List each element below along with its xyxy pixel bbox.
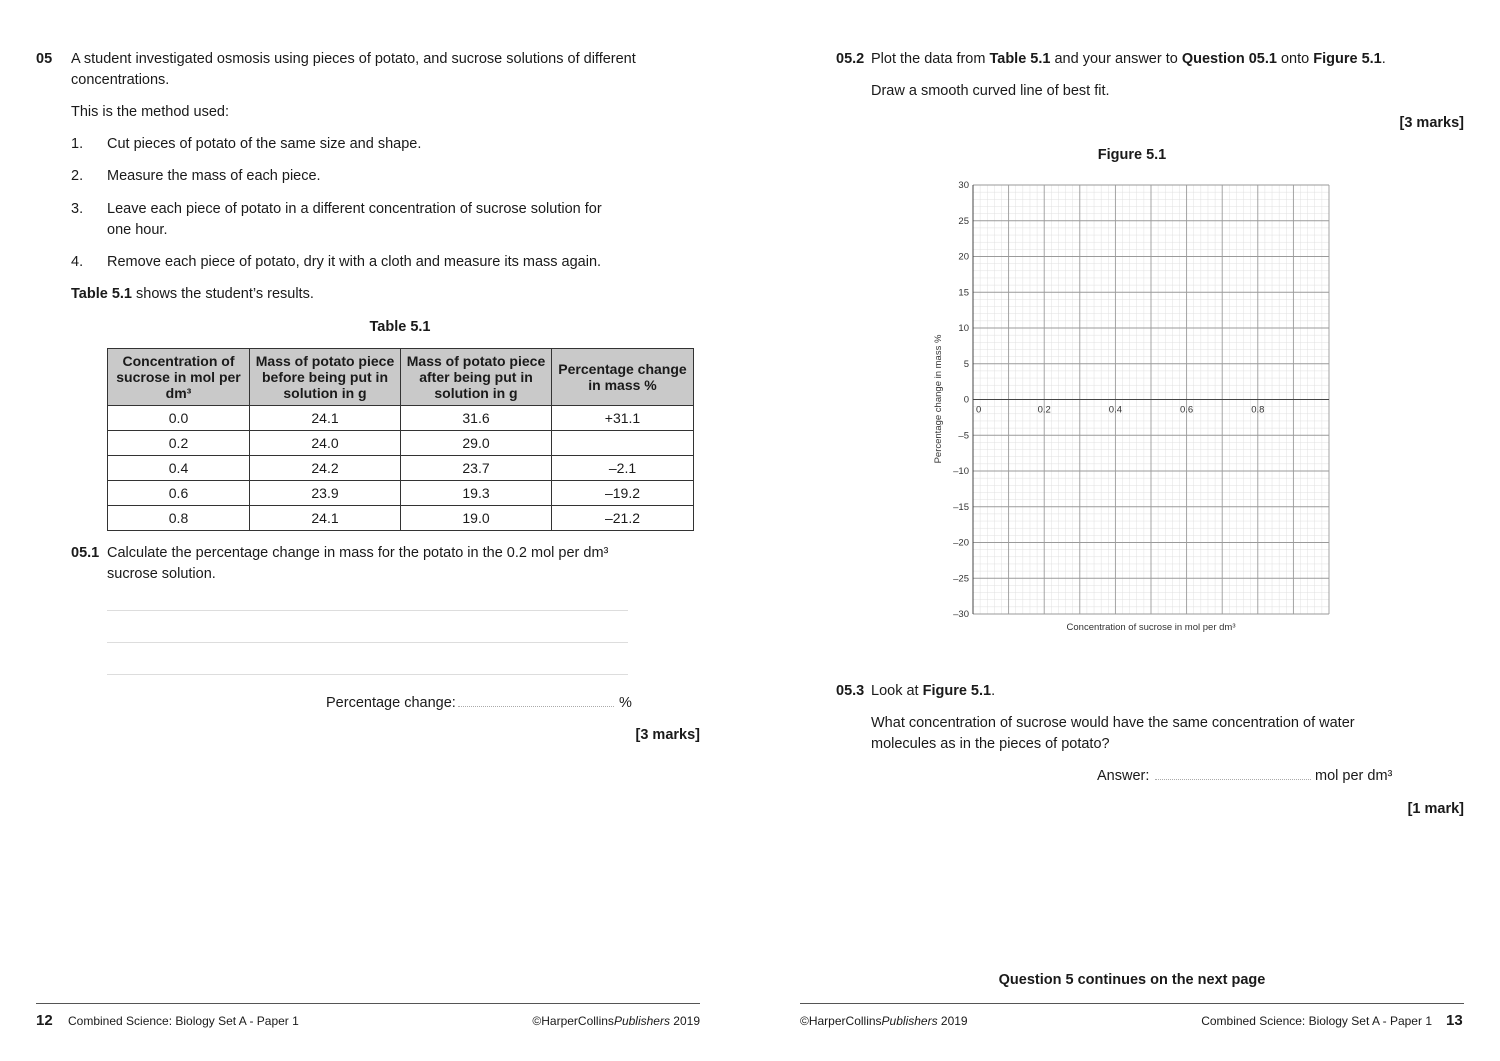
instruction: Draw a smooth curved line of best fit. — [871, 83, 1110, 99]
y-tick-label: 30 — [958, 180, 969, 191]
x-tick-label: 0 — [976, 404, 982, 416]
answer-label: Answer: — [1097, 768, 1150, 784]
table-cell: 29.0 — [401, 431, 552, 456]
table-cell: 0.0 — [108, 406, 250, 431]
answer-unit: % — [619, 695, 632, 711]
y-tick-label: –5 — [958, 430, 969, 442]
table-ref-rest: shows the student’s results. — [131, 286, 314, 302]
copyright-pre: ©HarperCollins — [800, 1014, 882, 1028]
table-header-text: Mass of potato piece after being put in solution in g — [406, 353, 546, 401]
y-tick-label: –15 — [953, 501, 969, 513]
footer-title: Combined Science: Biology Set A - Paper 1 — [1201, 1014, 1432, 1028]
footer-rule — [800, 1003, 1464, 1004]
table-ref-bold: Table 5.1 — [71, 286, 132, 302]
text-part: onto — [1276, 51, 1314, 67]
table-header-text: Mass of potato piece before being put in solution in g — [255, 353, 395, 401]
step-text: Cut pieces of potato of the same size and shape. — [107, 136, 422, 152]
question-05-1-text: Calculate the percentage change in mass for the potato in the 0.2 mol per dm³ sucrose solution. — [107, 545, 609, 582]
table-row — [108, 506, 694, 531]
y-tick-label: 25 — [958, 215, 969, 227]
table-header-text: Percentage change in mass % — [558, 361, 687, 393]
question-number-05-3: 05.3 — [836, 683, 865, 699]
copyright-post: 2019 — [937, 1014, 968, 1028]
table-cell: 24.2 — [250, 456, 401, 481]
footer-rule — [36, 1003, 700, 1004]
y-tick-labels — [953, 180, 969, 620]
percentage-answer-field[interactable] — [458, 706, 614, 707]
copyright-italic: Publishers — [613, 1014, 670, 1028]
page-number: 12 — [36, 1012, 53, 1029]
y-tick-label: –30 — [953, 609, 969, 620]
copyright-post: 2019 — [669, 1014, 700, 1028]
question-intro: A student investigated osmosis using pieces of potato, and sucrose solutions of different concentrations. — [71, 51, 636, 88]
table-cell: 0.6 — [108, 481, 250, 506]
answer-label: Percentage change: — [326, 695, 456, 711]
text-part-bold: Figure 5.1 — [1313, 51, 1382, 67]
question-05-2-text — [871, 49, 1471, 70]
y-axis-label: Percentage change in mass % — [933, 334, 944, 464]
text-part: . — [1381, 51, 1386, 67]
table-cell: 24.1 — [250, 506, 401, 531]
marks-label: [1 mark] — [1407, 801, 1464, 817]
text-part: and your answer to — [1050, 51, 1182, 67]
table-header — [401, 349, 552, 406]
table-header — [108, 349, 250, 406]
x-axis-label: Concentration of sucrose in mol per dm³ — [1066, 622, 1236, 633]
text-part: Look at — [871, 683, 923, 699]
step-text: Leave each piece of potato in a different concentration of sucrose solution for one hour. — [107, 201, 602, 238]
question-number-05-2: 05.2 — [836, 51, 865, 67]
y-tick-label: –20 — [953, 537, 969, 549]
marks-label: [3 marks] — [1399, 115, 1464, 131]
step-number: 1. — [71, 136, 84, 152]
table-cell: 0.4 — [108, 456, 250, 481]
table-cell: 31.6 — [401, 406, 552, 431]
table-header-row — [108, 349, 694, 406]
table-cell: 19.0 — [401, 506, 552, 531]
step-number: 2. — [71, 168, 84, 184]
table-cell: 0.8 — [108, 506, 250, 531]
page-number: 13 — [1446, 1012, 1463, 1029]
text-part: Plot the data from — [871, 51, 990, 67]
figure-title: Figure 5.1 — [1097, 147, 1167, 163]
text-part-bold: Question 05.1 — [1181, 51, 1277, 67]
table-cell: 23.7 — [401, 456, 552, 481]
x-tick-label: 0.4 — [1108, 404, 1123, 416]
footer-copyright — [800, 1014, 968, 1028]
step-number: 4. — [71, 254, 84, 270]
text-part: . — [991, 683, 996, 699]
table-row — [108, 431, 694, 456]
table-cell: 19.3 — [401, 481, 552, 506]
question-number-05: 05 — [36, 51, 53, 67]
table-cell: –2.1 — [552, 456, 694, 481]
x-tick-label: 0.2 — [1037, 404, 1051, 416]
step-text: Remove each piece of potato, dry it with a cloth and measure its mass again. — [107, 254, 602, 270]
step-text: Measure the mass of each piece. — [107, 168, 321, 184]
table-cell: 23.9 — [250, 481, 401, 506]
text-part-bold: Figure 5.1 — [922, 683, 992, 699]
continues-note: Question 5 continues on the next page — [998, 972, 1266, 988]
table-header — [250, 349, 401, 406]
table-row — [108, 456, 694, 481]
x-tick-label: 0.8 — [1251, 404, 1265, 416]
figure-5-1-graph[interactable] — [925, 175, 1345, 640]
step-number: 3. — [71, 201, 84, 217]
table-row — [108, 406, 694, 431]
table-cell: 0.2 — [108, 431, 250, 456]
marks-label: [3 marks] — [635, 727, 700, 743]
table-cell: 24.0 — [250, 431, 401, 456]
table-cell-blank-answer[interactable] — [552, 431, 694, 456]
y-tick-label: 5 — [963, 358, 969, 370]
y-tick-label: 10 — [958, 323, 969, 334]
question-05-3-question: What concentration of sucrose would have the same concentration of water molecules as in the pieces of potato? — [871, 715, 1355, 752]
copyright-pre: ©HarperCollins — [532, 1014, 614, 1028]
table-cell: –19.2 — [552, 481, 694, 506]
text-part-bold: Table 5.1 — [989, 51, 1051, 67]
method-intro: This is the method used: — [71, 104, 229, 120]
copyright-italic: Publishers — [881, 1014, 938, 1028]
concentration-answer-field[interactable] — [1155, 779, 1311, 780]
working-line[interactable] — [107, 642, 628, 643]
results-table — [107, 348, 694, 531]
y-tick-label: 20 — [958, 251, 969, 263]
working-line[interactable] — [107, 610, 628, 611]
table-cell: –21.2 — [552, 506, 694, 531]
y-tick-label: 15 — [958, 287, 969, 299]
table-row — [108, 481, 694, 506]
table-title: Table 5.1 — [369, 319, 431, 335]
table-reference — [71, 284, 314, 305]
table-cell: 24.1 — [250, 406, 401, 431]
question-number-05-1: 05.1 — [71, 545, 100, 561]
y-tick-label: –25 — [953, 573, 969, 585]
footer-copyright — [500, 1014, 700, 1028]
table-cell: +31.1 — [552, 406, 694, 431]
y-tick-label: –10 — [953, 466, 969, 477]
working-line[interactable] — [107, 674, 628, 675]
table-header-text: Concentration of sucrose in mol per dm³ — [116, 353, 241, 401]
footer-title: Combined Science: Biology Set A - Paper 1 — [68, 1014, 299, 1028]
question-05-3-text — [871, 681, 995, 702]
table-header — [552, 349, 694, 406]
answer-unit: mol per dm³ — [1315, 768, 1393, 784]
y-tick-label: 0 — [963, 394, 969, 406]
x-tick-label: 0.6 — [1179, 404, 1194, 416]
